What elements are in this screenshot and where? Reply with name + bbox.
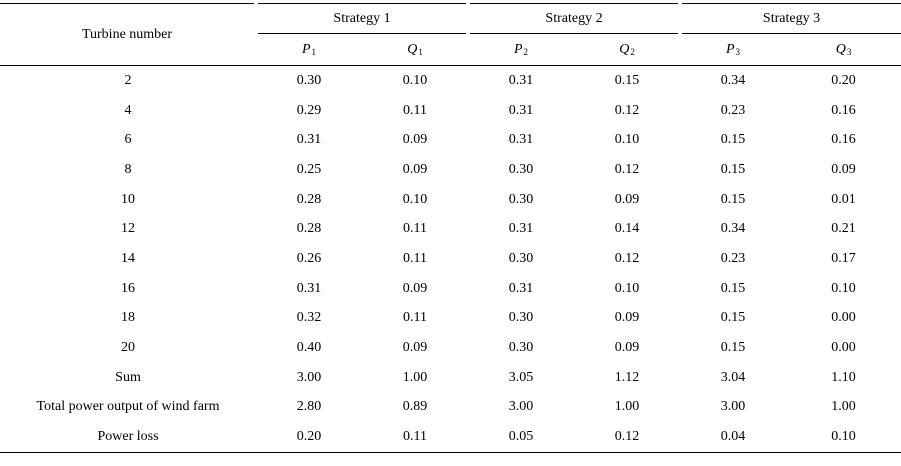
table-row — [0, 96, 901, 126]
q2-cell: 0.12 — [614, 102, 640, 118]
strategy-1-header: Strategy 1 — [256, 4, 468, 34]
p1-cell: 0.31 — [296, 280, 322, 296]
row-label: 8 — [124, 161, 132, 177]
row-label: 18 — [121, 310, 135, 326]
row-label: 4 — [124, 102, 132, 118]
p2-cell: 3.00 — [508, 399, 534, 415]
q2-cell: 1.12 — [614, 369, 640, 385]
p2-header: $P_2$ — [468, 34, 574, 66]
q3-cell: 0.20 — [831, 72, 856, 88]
p3-cell: 0.15 — [720, 340, 746, 356]
p1-cell: 0.30 — [296, 72, 322, 88]
p3-cell: 0.34 — [720, 72, 746, 88]
q3-cell: 1.00 — [831, 399, 856, 415]
p2-cell: 0.31 — [508, 102, 534, 118]
p1-cell: 0.31 — [296, 132, 322, 148]
sum-row — [0, 363, 901, 393]
q1-cell: 0.09 — [402, 132, 428, 148]
p3-cell: 3.04 — [720, 369, 746, 385]
q1-cell: 0.10 — [402, 72, 428, 88]
q1-cell: 0.09 — [402, 161, 428, 177]
q2-cell: 0.14 — [614, 221, 640, 237]
results-table — [0, 3, 901, 453]
q2-cell: 0.10 — [614, 280, 640, 296]
p1-cell: 0.32 — [296, 310, 322, 326]
p1-cell: 0.25 — [296, 161, 322, 177]
q1-cell: 0.11 — [403, 250, 427, 266]
q1-cell: 0.11 — [403, 102, 427, 118]
q1-cell: 0.09 — [402, 340, 428, 356]
table-row — [0, 185, 901, 215]
table-row — [0, 125, 901, 155]
q3-cell: 0.00 — [831, 340, 856, 356]
q2-cell: 0.10 — [614, 132, 640, 148]
p1-header: $P_1$ — [256, 34, 362, 66]
q2-cell: 0.09 — [614, 310, 640, 326]
p3-cell: 0.04 — [680, 422, 786, 452]
q3-cell: 0.10 — [831, 280, 856, 296]
p2-cell: 0.31 — [508, 72, 534, 88]
q3-cell: 0.17 — [831, 250, 856, 266]
row-label: 14 — [121, 250, 135, 266]
p2-cell: 0.31 — [508, 280, 534, 296]
p1-cell: 0.28 — [296, 191, 322, 207]
power-loss-row — [0, 422, 901, 452]
q2-cell: 0.15 — [614, 72, 640, 88]
p3-cell: 0.15 — [720, 310, 746, 326]
p2-cell: 0.31 — [508, 132, 534, 148]
p3-cell: 0.34 — [720, 221, 746, 237]
row-label: 12 — [121, 221, 135, 237]
p3-cell: 0.15 — [720, 280, 746, 296]
p1-cell: 2.80 — [296, 399, 322, 415]
p1-cell: 0.20 — [256, 422, 362, 452]
q1-cell: 0.11 — [403, 310, 427, 326]
q2-cell: 1.00 — [614, 399, 640, 415]
table-row — [0, 155, 901, 185]
q3-cell: 1.10 — [831, 369, 856, 385]
p1-cell: 0.40 — [296, 340, 322, 356]
q3-cell: 0.00 — [831, 310, 856, 326]
row-label: 6 — [124, 132, 132, 148]
q1-cell: 1.00 — [402, 369, 428, 385]
total-output-row — [0, 393, 901, 423]
row-label: Total power output of wind farm — [36, 399, 220, 415]
row-label: 16 — [121, 280, 135, 296]
p2-cell: 0.30 — [508, 161, 534, 177]
table-row — [0, 274, 901, 304]
table-row — [0, 66, 901, 96]
q1-cell: 0.11 — [362, 422, 468, 452]
q3-cell: 0.01 — [831, 191, 856, 207]
row-label: 2 — [124, 72, 132, 88]
p1-cell: 0.26 — [296, 250, 322, 266]
p3-cell: 0.15 — [720, 191, 746, 207]
p3-cell: 3.00 — [720, 399, 746, 415]
p2-cell: 0.05 — [468, 422, 574, 452]
q3-header: $Q_3$ — [786, 34, 901, 66]
p2-cell: 0.31 — [508, 221, 534, 237]
row-label: Sum — [115, 369, 141, 385]
q3-cell: 0.21 — [831, 221, 856, 237]
p2-cell: 3.05 — [508, 369, 534, 385]
p1-cell: 3.00 — [296, 369, 322, 385]
q1-cell: 0.11 — [403, 221, 427, 237]
p2-cell: 0.30 — [508, 340, 534, 356]
q1-cell: 0.10 — [402, 191, 428, 207]
p3-header: $P_3$ — [680, 34, 786, 66]
q2-cell: 0.12 — [574, 422, 680, 452]
table-row — [0, 244, 901, 274]
row-label: 20 — [121, 340, 135, 356]
q2-cell: 0.12 — [614, 161, 640, 177]
table-row — [0, 304, 901, 334]
q3-cell: 0.10 — [786, 422, 901, 452]
strategy-3-header: Strategy 3 — [680, 4, 901, 34]
row-label: Power loss — [0, 422, 256, 452]
q3-cell: 0.09 — [831, 161, 856, 177]
p3-cell: 0.15 — [720, 161, 746, 177]
turbine-number-header: Turbine number — [0, 4, 256, 66]
q2-cell: 0.09 — [614, 191, 640, 207]
p1-cell: 0.28 — [296, 221, 322, 237]
p3-cell: 0.23 — [720, 250, 746, 266]
p3-cell: 0.15 — [720, 132, 746, 148]
p2-cell: 0.30 — [508, 310, 534, 326]
q1-cell: 0.89 — [402, 399, 428, 415]
p2-cell: 0.30 — [508, 191, 534, 207]
p2-cell: 0.30 — [508, 250, 534, 266]
q2-cell: 0.12 — [614, 250, 640, 266]
table-row — [0, 214, 901, 244]
q3-cell: 0.16 — [831, 132, 856, 148]
table-row — [0, 333, 901, 363]
row-label: 10 — [121, 191, 135, 207]
q2-header: $Q_2$ — [574, 34, 680, 66]
p3-cell: 0.23 — [720, 102, 746, 118]
strategy-2-header: Strategy 2 — [468, 4, 680, 34]
q1-header: $Q_1$ — [362, 34, 468, 66]
q1-cell: 0.09 — [402, 280, 428, 296]
q2-cell: 0.09 — [614, 340, 640, 356]
p1-cell: 0.29 — [296, 102, 322, 118]
q3-cell: 0.16 — [831, 102, 856, 118]
